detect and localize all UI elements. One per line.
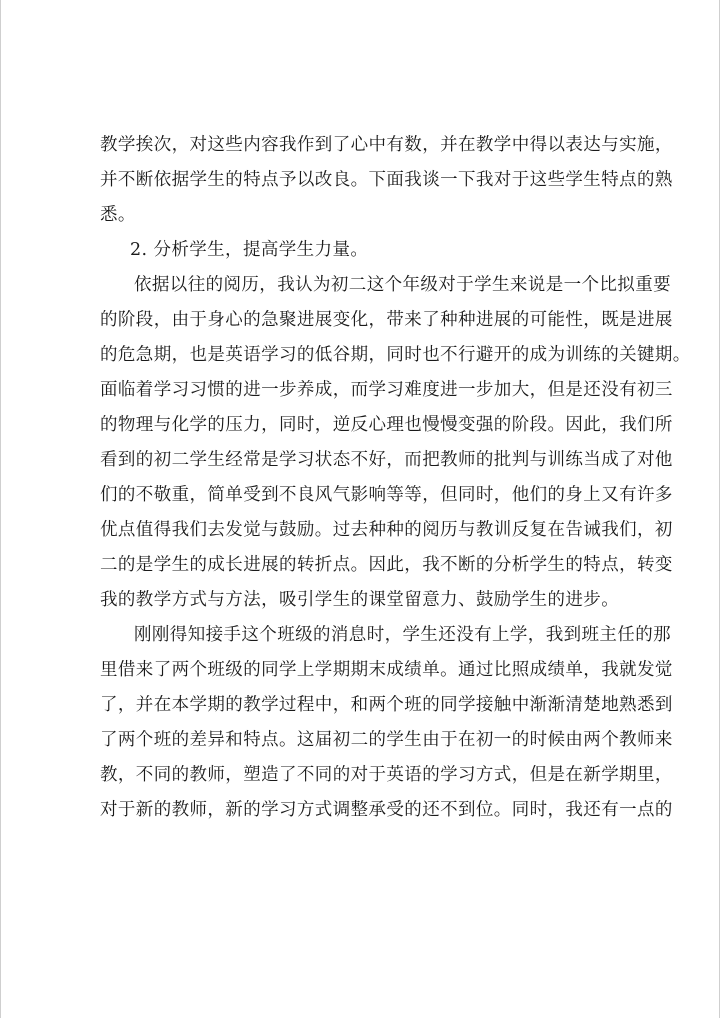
page-edge-left	[0, 0, 1, 1018]
text-line-20: 对于新的教师，新的学习方式调整承受的还不到位。同时，我还有一点的	[100, 800, 673, 820]
text-line-1: 教学挨次，对这些内容我作到了心中有数，并在教学中得以表达与实施，	[100, 135, 673, 155]
text-line-19: 教，不同的教师，塑造了不同的对于英语的学习方式，但是在新学期里，	[100, 765, 673, 785]
text-line-11: 们的不敬重，简单受到不良风气影响等等，但同时，他们的身上又有许多	[100, 485, 673, 505]
text-line-17: 了，并在本学期的教学过程中，和两个班的同学接触中渐渐清楚地熟悉到	[100, 695, 673, 715]
text-line-13: 二的是学生的成长进展的转折点。因此，我不断的分析学生的特点，转变	[100, 555, 673, 575]
document-body	[100, 131, 691, 831]
text-line-7: 的危急期，也是英语学习的低谷期，同时也不行避开的成为训练的关键期。	[100, 345, 691, 365]
text-line-3: 悉。	[100, 205, 136, 225]
text-line-18: 了两个班的差异和特点。这届初二的学生由于在初一的时候由两个教师来	[100, 730, 673, 750]
text-line-14: 我的教学方式与方法，吸引学生的课堂留意力、鼓励学生的进步。	[100, 590, 620, 610]
text-line-12: 优点值得我们去发觉与鼓励。过去种种的阅历与教训反复在告诫我们，初	[100, 520, 673, 540]
text-line-8: 面临着学习习惯的进一步养成，而学习难度进一步加大，但是还没有初三	[100, 380, 673, 400]
section-heading: 2. 分析学生，提高学生力量。	[130, 240, 369, 260]
text-line-2: 并不断依据学生的特点予以改良。下面我谈一下我对于这些学生特点的熟	[100, 170, 673, 190]
text-line-15: 刚刚得知接手这个班级的消息时，学生还没有上学，我到班主任的那	[134, 625, 671, 645]
text-line-6: 的阶段，由于身心的急聚进展变化，带来了种种进展的可能性，既是进展	[100, 310, 673, 330]
text-line-10: 看到的初二学生经常是学习状态不好，而把教师的批判与训练当成了对他	[100, 450, 673, 470]
text-line-16: 里借来了两个班级的同学上学期期末成绩单。通过比照成绩单，我就发觉	[100, 660, 673, 680]
text-line-9: 的物理与化学的压力，同时，逆反心理也慢慢变强的阶段。因此，我们所	[100, 415, 673, 435]
text-line-5: 依据以往的阅历，我认为初二这个年级对于学生来说是一个比拟重要	[134, 275, 671, 295]
